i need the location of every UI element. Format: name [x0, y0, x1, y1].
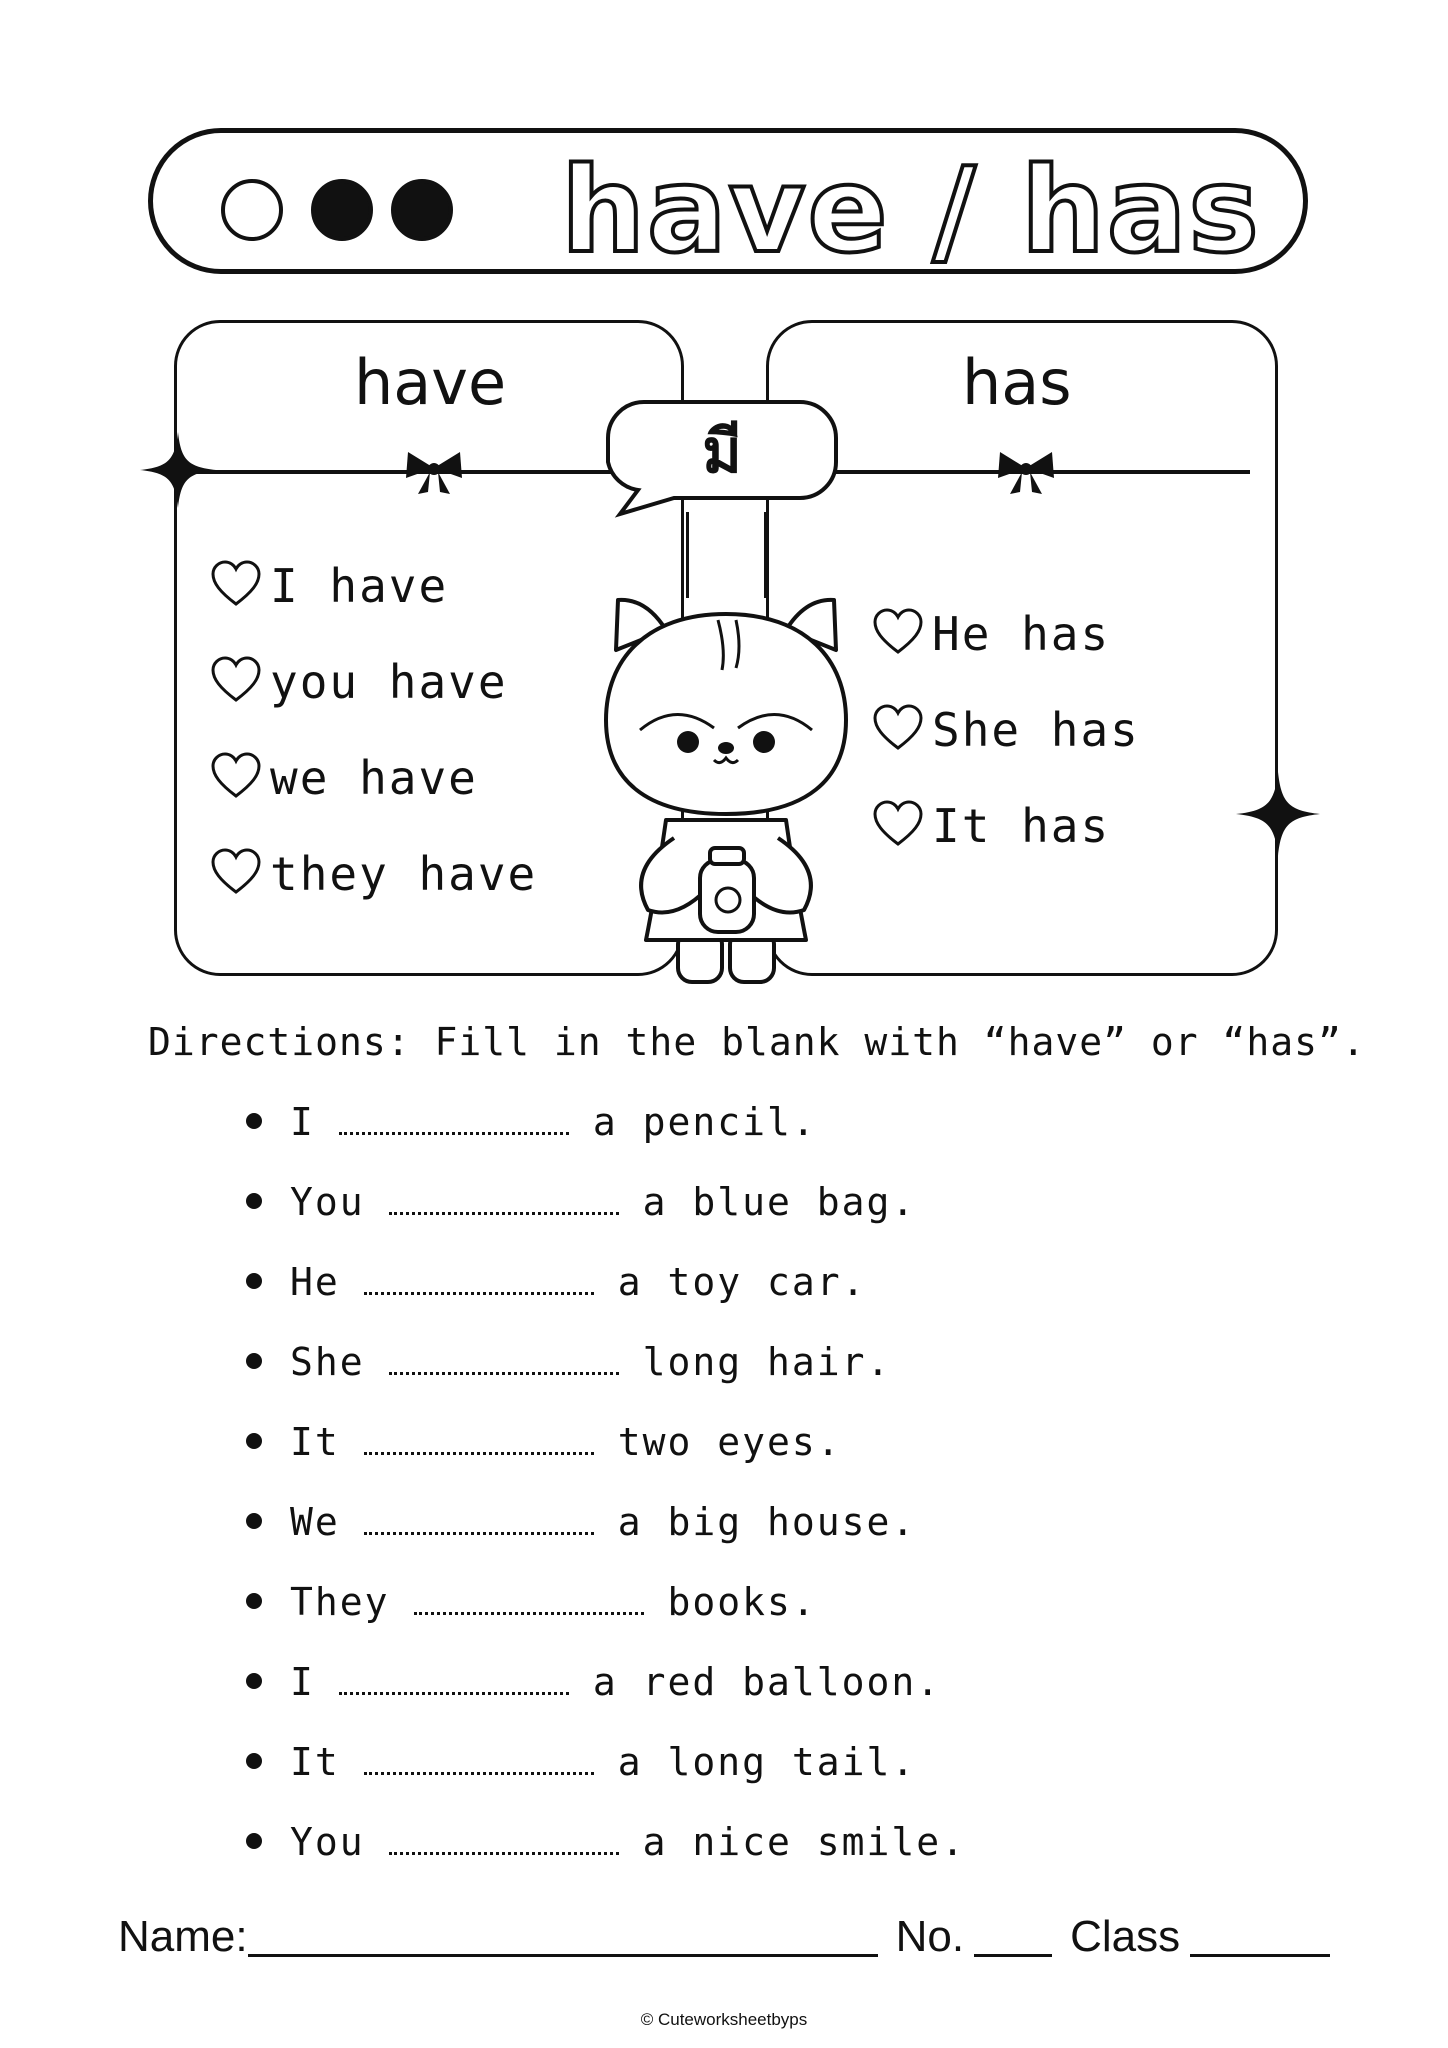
bullet-icon [246, 1193, 262, 1209]
has-item-text: It has [932, 799, 1111, 853]
heart-icon [210, 750, 262, 802]
sparkle-icon [140, 432, 216, 508]
speech-bubble-text: มี [702, 417, 742, 487]
exercise-subject: It [290, 1740, 340, 1784]
exercise-subject: I [290, 1100, 315, 1144]
answer-blank[interactable] [364, 1742, 594, 1775]
have-item [210, 750, 478, 805]
answer-blank[interactable] [364, 1422, 594, 1455]
exercise-item [246, 1580, 817, 1624]
bullet-icon [246, 1113, 262, 1129]
have-item-text: you have [270, 655, 508, 709]
heart-icon [210, 846, 262, 898]
heart-icon [210, 654, 262, 706]
heart-icon [872, 798, 924, 850]
bullet-icon [246, 1513, 262, 1529]
exercise-rest: a big house. [617, 1500, 917, 1544]
bow-icon [404, 448, 464, 498]
answer-blank[interactable] [364, 1502, 594, 1535]
have-item-text: I have [270, 559, 449, 613]
bear-mascot-illustration [596, 590, 856, 990]
have-item-text: they have [270, 847, 538, 901]
exercise-item [246, 1500, 916, 1544]
has-item [872, 798, 1110, 853]
exercise-item [246, 1820, 966, 1864]
has-item [872, 702, 1140, 757]
bow-icon [996, 448, 1056, 498]
exercise-rest: long hair. [642, 1340, 892, 1384]
string [686, 512, 689, 598]
exercise-subject: It [290, 1420, 340, 1464]
exercise-item [246, 1420, 842, 1464]
answer-blank[interactable] [364, 1262, 594, 1295]
number-label: No. [895, 1912, 965, 1961]
exercise-item [246, 1100, 817, 1144]
exercise-subject: I [290, 1660, 315, 1704]
student-info-row [118, 1912, 1330, 1962]
has-item [872, 606, 1110, 661]
exercise-subject: You [290, 1180, 365, 1224]
exercise-subject: We [290, 1500, 340, 1544]
name-field[interactable] [248, 1914, 878, 1957]
exercise-rest: a red balloon. [592, 1660, 942, 1704]
exercise-item [246, 1740, 916, 1784]
directions-text: Directions: Fill in the blank with “have” or “has”. [148, 1020, 1366, 1064]
heart-icon [210, 558, 262, 610]
answer-blank[interactable] [339, 1102, 569, 1135]
exercise-rest: a long tail. [617, 1740, 917, 1784]
exercise-subject: You [290, 1820, 365, 1864]
bullet-icon [246, 1593, 262, 1609]
level-dot-filled [391, 179, 453, 241]
exercise-subject: She [290, 1340, 365, 1384]
heart-icon [872, 606, 924, 658]
answer-blank[interactable] [389, 1342, 619, 1375]
exercise-rest: a toy car. [617, 1260, 867, 1304]
has-item-text: He has [932, 607, 1111, 661]
name-label: Name: [118, 1912, 248, 1961]
has-item-text: She has [932, 703, 1140, 757]
title-bar [148, 128, 1308, 279]
bullet-icon [246, 1673, 262, 1689]
exercise-item [246, 1260, 867, 1304]
sparkle-icon [1236, 772, 1320, 856]
exercise-item [246, 1340, 891, 1384]
answer-blank[interactable] [339, 1662, 569, 1695]
class-field[interactable] [1190, 1914, 1330, 1957]
exercise-subject: They [290, 1580, 390, 1624]
have-item [210, 846, 537, 901]
exercise-rest: a nice smile. [642, 1820, 967, 1864]
bullet-icon [246, 1833, 262, 1849]
number-field[interactable] [974, 1914, 1052, 1957]
level-dot-empty [221, 179, 283, 241]
exercise-rest: two eyes. [617, 1420, 842, 1464]
bullet-icon [246, 1353, 262, 1369]
page-title: have / has [561, 141, 1261, 279]
bullet-icon [246, 1433, 262, 1449]
answer-blank[interactable] [414, 1582, 644, 1615]
answer-blank[interactable] [389, 1822, 619, 1855]
exercise-item [246, 1180, 916, 1224]
level-dot-filled [311, 179, 373, 241]
exercise-rest: a pencil. [592, 1100, 817, 1144]
heart-icon [872, 702, 924, 754]
have-title: have [354, 346, 507, 419]
have-item [210, 558, 448, 613]
have-item-text: we have [270, 751, 478, 805]
has-title: has [962, 346, 1072, 419]
copyright-text: © Cuteworksheetbyps [640, 2010, 808, 2029]
exercise-subject: He [290, 1260, 340, 1304]
exercise-rest: a blue bag. [642, 1180, 917, 1224]
bullet-icon [246, 1273, 262, 1289]
class-label: Class [1070, 1912, 1181, 1961]
exercise-item [246, 1660, 941, 1704]
string [764, 512, 767, 598]
bullet-icon [246, 1753, 262, 1769]
exercise-rest: books. [667, 1580, 817, 1624]
have-item [210, 654, 508, 709]
answer-blank[interactable] [389, 1182, 619, 1215]
